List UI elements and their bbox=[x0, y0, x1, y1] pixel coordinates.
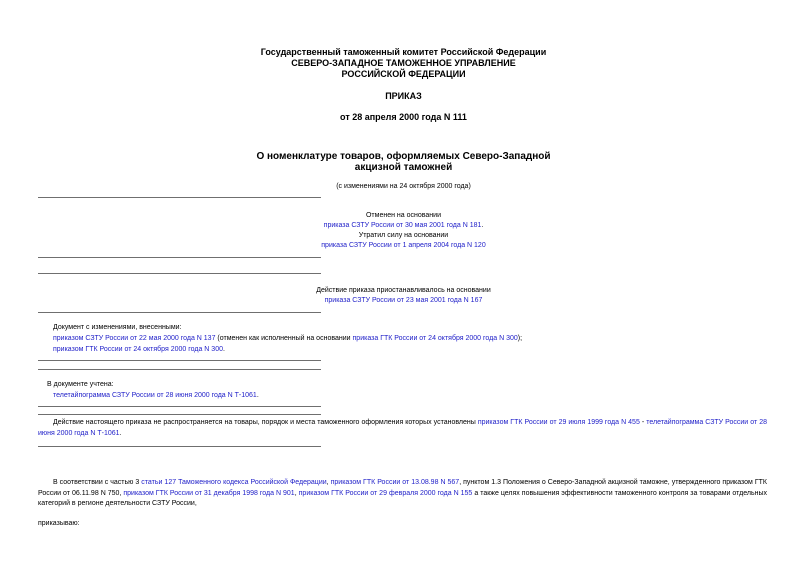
preamble-paragraph: В соответствии с частью 3 статьи 127 Таможенного кодекса Российской Федерации, приказом ГТК России от 13.08.98 N 567, пунктом 1.3 Положения о Северо-Западной акцизной таможне, утвержденного приказом ГТК России от 06.11.98 N 750, приказом ГТК России от 31 декабря 1998 года N 901, приказом ГТК России от 29 февраля 2000 года N 155 а также целях повышения эффективности таможенного контроля за товарами отдельных категорий в регионе деятельности СЗТУ России, bbox=[38, 479, 768, 507]
issuer-department: СЕВЕРО-ЗАПАДНОЕ ТАМОЖЕННОЕ УПРАВЛЕНИЕ bbox=[291, 58, 516, 68]
divider bbox=[38, 197, 321, 198]
divider bbox=[38, 312, 321, 313]
lost-force-row bbox=[0, 241, 807, 250]
changes-row-2: приказом ГТК России от 24 октября 2000 года N 300. bbox=[53, 346, 225, 353]
suspended-row bbox=[0, 296, 807, 305]
cancelled-label: Отменен на основании bbox=[365, 212, 441, 219]
scope-link-1[interactable]: приказом ГТК России от 29 июля 1999 года N 455 bbox=[477, 419, 640, 426]
scope-link-2[interactable]: телетайпограмма СЗТУ России от 28 июня 2000 года N Т-1061 bbox=[38, 419, 767, 437]
change-link-2[interactable]: приказом ГТК России от 24 октября 2000 года N 300 bbox=[53, 346, 223, 353]
cancelled-link[interactable]: приказа СЗТУ России от 30 мая 2001 года N 181 bbox=[323, 222, 482, 229]
considered-row: телетайпограмма СЗТУ России от 28 июня 2000 года N Т-1061. bbox=[53, 392, 259, 399]
order-155-link[interactable]: приказом ГТК России от 29 февраля 2000 года N 155 bbox=[298, 489, 473, 497]
divider bbox=[38, 273, 321, 274]
divider bbox=[38, 257, 321, 258]
suspended-label: Действие приказа приостанавливалось на основании bbox=[316, 287, 491, 294]
code-article-link[interactable]: статьи 127 Таможенного кодекса Российской Федерации bbox=[141, 479, 327, 486]
change-link-1[interactable]: приказом СЗТУ России от 22 мая 2000 года N 137 bbox=[53, 335, 216, 342]
order-567-link[interactable]: приказом ГТК России от 13.08.98 N 567 bbox=[330, 479, 460, 486]
considered-label: В документе учтена: bbox=[47, 381, 114, 388]
document-date: от 28 апреля 2000 года N 111 bbox=[340, 112, 467, 122]
document-title-line2: акцизной таможней bbox=[354, 162, 453, 173]
divider bbox=[38, 414, 321, 415]
divider bbox=[38, 360, 321, 361]
divider bbox=[38, 369, 321, 370]
order-901-link[interactable]: приказом ГТК России от 31 декабря 1998 года N 901 bbox=[123, 489, 295, 497]
amended-note: (с изменениями на 24 октября 2000 года) bbox=[336, 183, 471, 190]
lost-force-link[interactable]: приказа СЗТУ России от 1 апреля 2004 года N 120 bbox=[321, 242, 486, 249]
divider bbox=[38, 406, 321, 407]
considered-link[interactable]: телетайпограмма СЗТУ России от 28 июня 2000 года N Т-1061 bbox=[53, 392, 257, 399]
document-title-line1: О номенклатуре товаров, оформляемых Северо-Западной bbox=[256, 151, 551, 162]
lost-force-label: Утратил силу на основании bbox=[358, 232, 449, 239]
change-cancel-link[interactable]: приказа ГТК России от 24 октября 2000 года N 300 bbox=[352, 335, 518, 342]
changes-label: Документ с изменениями, внесенными: bbox=[53, 324, 182, 331]
document-type: ПРИКАЗ bbox=[385, 91, 422, 101]
cancelled-row: приказа СЗТУ России от 30 мая 2001 года N 181. bbox=[323, 222, 484, 229]
issuer-country: РОССИЙСКОЙ ФЕДЕРАЦИИ bbox=[341, 69, 466, 79]
suspended-link[interactable]: приказа СЗТУ России от 23 мая 2001 года N 167 bbox=[324, 297, 483, 304]
issuer-name: Государственный таможенный комитет Российской Федерации bbox=[260, 47, 547, 57]
changes-row-1: приказом СЗТУ России от 22 мая 2000 года N 137 (отменен как исполненный на основании приказа ГТК России от 24 октября 2000 года N 300); bbox=[53, 335, 523, 342]
divider bbox=[38, 446, 321, 447]
order-word: приказываю: bbox=[38, 520, 80, 527]
scope-paragraph: Действие настоящего приказа не распространяется на товары, порядок и места таможенного оформления которых установлены приказом ГТК России от 29 июля 1999 года N 455 - телетайпограмма СЗТУ России от 28 июня 2000 года N Т-1061. bbox=[38, 419, 767, 437]
